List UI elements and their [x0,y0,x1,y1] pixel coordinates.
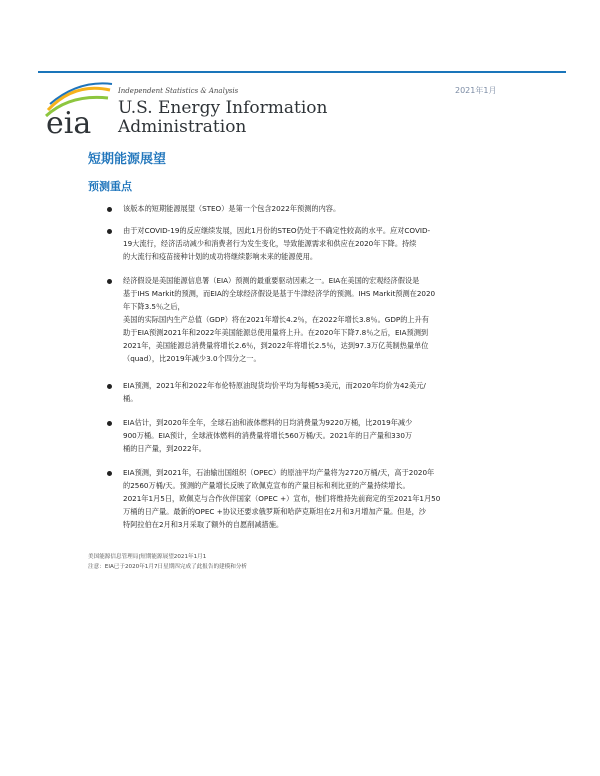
bullet-marker [107,229,112,234]
bullet-marker [107,471,112,476]
bullet-text [123,224,523,263]
bullet-line: 的大流行和疫苗接种计划的成功将继续影响未来的能源使用。 [123,252,318,261]
bullet-line: 由于对COVID-19的反应继续发展，因此1月份的STEO仍处于不确定性较高的水平。应对COVID- [123,226,431,235]
bullet-marker [107,421,112,426]
header-rule [38,71,566,73]
org-name-line2: Administration [118,117,247,137]
bullet-line: 桶。 [123,394,138,403]
bullet-line: EIA预测，到2021年，石油输出国组织（OPEC）的原油平均产量将为2720万桶/天，高于2020年 [123,468,435,477]
bullet-marker [107,279,112,284]
bullet-marker [107,207,112,212]
bullet-line: 美国的实际国内生产总值（GDP）将在2021年增长4.2％，在2022年增长3.8％。GDP的上升有 [123,315,429,324]
bullet-line: 桶的日产量，到2022年。 [123,444,206,453]
bullet-line: （quad），比2019年减少3.0个四分之一。 [123,354,261,363]
bullet-line: 经济假设是美国能源信息署（EIA）预测的最重要驱动因素之一。EIA在美国的宏观经济假设是 [123,276,420,285]
bullet-line: 特阿拉伯在2月和3月采取了额外的自愿削减措施。 [123,520,284,529]
bullet-line: 的2560万桶/天。预测的产量增长反映了欧佩克宣布的产量目标和利比亚的产量持续增长。 [123,481,410,490]
bullet-line: 年下降3.5％之后， [123,302,185,311]
bullet-line: 19大流行，经济活动减少和消费者行为发生变化，导致能源需求和供应在2020年下降。持续 [123,239,417,248]
bullet-line: EIA预测，2021年和2022年布伦特原油现货均价平均为每桶53美元，而2020年均价为42美元/ [123,381,426,390]
bullet-line: 2021年，美国能源总消费量将增长2.6％，到2022年将增长2.5％，达到97.3万亿英制热量单位 [123,341,429,350]
bullet-text [123,416,523,455]
bullet-line: 2021年1月5日，欧佩克与合作伙伴国家（OPEC +）宣布，他们将维持先前商定的至2021年1月50 [123,494,441,503]
footer-line: 美国能源信息管理局|短期能源展望2021年1月1 [88,554,207,560]
bullet-line: 基于IHS Markit的预测，而EIA的全球经济假设是基于牛津经济学的预测。IHS Markit预测在2020 [123,289,436,298]
bullet-text [123,202,523,215]
bullet-text [123,466,523,531]
bullet-line: EIA估计，到2020年全年，全球石油和液体燃料的日均消费量为9220万桶，比2019年减少 [123,418,413,427]
publication-date: 2021年1月 [455,86,497,95]
bullet-line: 该版本的短期能源展望（STEO）是第一个包含2022年预测的内容。 [123,204,341,213]
bullet-marker [107,384,112,389]
bullet-text [123,274,523,365]
document-title: 短期能源展望 [88,152,167,167]
page-footer [88,552,247,572]
bullet-line: 万桶的日产量。最新的OPEC +协议还要求俄罗斯和哈萨克斯坦在2月和3月增加产量。但是，沙 [123,507,426,516]
bullet-line: 900万桶。EIA预计，全球液体燃料的消费量将增长560万桶/天。2021年的日产量和330万 [123,431,413,440]
tagline: Independent Statistics & Analysis [118,87,239,95]
bullet-line: 助于EIA预测2021年和2022年美国能源总使用量将上升。在2020年下降7.8％之后，EIA预测到 [123,328,429,337]
section-heading: 预测重点 [88,180,132,193]
org-name-line1: U.S. Energy Information [118,98,328,118]
eia-logo [44,80,114,136]
org-name [118,99,327,137]
bullet-text [123,379,523,405]
logo-text: eia [46,106,92,136]
footer-line: 注意：EIA已于2020年1月7日星期四完成了此报告的建模和分析 [88,564,248,570]
